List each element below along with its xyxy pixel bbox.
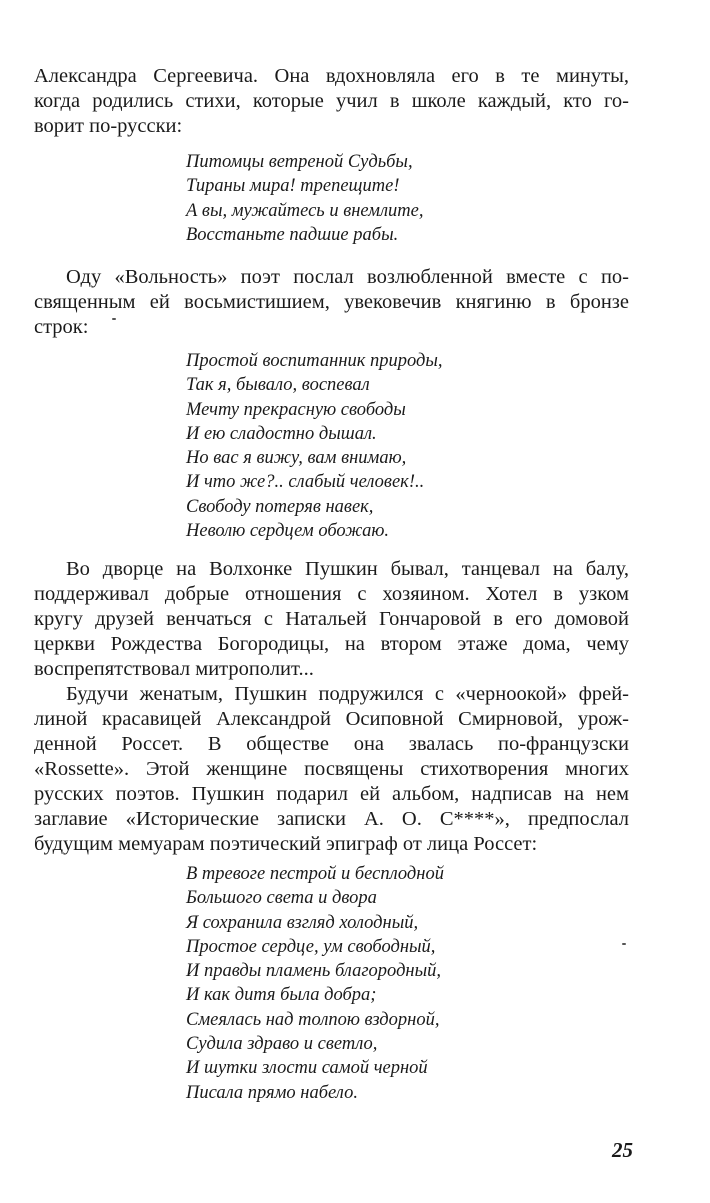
poem-line: И что же?.. слабый человек!.. xyxy=(186,472,425,493)
paragraph-line: ворит по-русски: xyxy=(34,115,183,137)
paragraph-line: когда родились стихи, которые учил в школе каждый, кто го- xyxy=(34,90,629,112)
poem-3 xyxy=(186,862,444,1105)
poem-line: Восстаньте падшие рабы. xyxy=(186,224,399,245)
paragraph-line: Будучи женатым, Пушкин подружился с «черноокой» фрей- xyxy=(66,683,629,705)
paragraph-2 xyxy=(34,265,629,340)
poem-line: Мечту прекрасную свободы xyxy=(186,399,406,420)
paragraph-line: «Rossette». Этой женщине посвящены стихотворения многих xyxy=(34,758,629,780)
poem-line: Я сохранила взгляд холодный, xyxy=(186,912,419,933)
poem-line: Но вас я вижу, вам внимаю, xyxy=(186,448,407,469)
paragraph-line: Оду «Вольность» поэт послал возлюбленной вместе с по- xyxy=(66,266,629,288)
paragraph-line: линой красавицей Александрой Осиповной Смирновой, урож- xyxy=(34,708,629,730)
poem-line: Питомцы ветреной Судьбы, xyxy=(186,152,413,172)
paragraph-line: заглавие «Исторические записки А. О. С****», предпослал xyxy=(34,808,629,830)
poem-line: И как дитя была добра; xyxy=(186,985,377,1006)
paragraph-line: будущим мемуарам поэтический эпиграф от лица Россет: xyxy=(34,833,538,855)
paragraph-line: церкви Рождества Богородицы, на втором этаже дома, чему xyxy=(34,633,629,655)
page-number: 25 xyxy=(612,1138,633,1162)
poem-line: Тираны мира! трепещите! xyxy=(186,176,400,197)
paragraph-line: русских поэтов. Пушкин подарил ей альбом, надписав на нем xyxy=(34,783,629,805)
poem-2 xyxy=(186,349,443,543)
paragraph-4 xyxy=(34,682,629,857)
poem-line: Судила здраво и светло, xyxy=(186,1034,378,1055)
paragraph-line: кругу друзей венчаться с Натальей Гончаровой в его домовой xyxy=(34,608,629,630)
poem-line: Смеялась над толпою вздорной, xyxy=(186,1009,440,1030)
paragraph-line: Во дворце на Волхонке Пушкин бывал, танцевал на балу, xyxy=(66,558,629,580)
poem-line: Большого света и двора xyxy=(186,888,377,909)
poem-line: В тревоге пестрой и бесплодной xyxy=(186,864,444,884)
paragraph-3 xyxy=(34,557,629,682)
poem-line: Свободу потеряв навек, xyxy=(186,496,374,517)
poem-line: Простой воспитанник природы, xyxy=(186,351,443,371)
paragraph-line: Александра Сергеевича. Она вдохновляла его в те минуты, xyxy=(34,65,629,87)
scan-speck xyxy=(622,943,626,945)
paragraph-line: денной Россет. В обществе она звалась по-французски xyxy=(34,733,629,755)
poem-line: Так я, бывало, воспевал xyxy=(186,375,370,396)
poem-line: И правды пламень благородный, xyxy=(186,961,442,982)
poem-line: И ею сладостно дышал. xyxy=(186,423,377,444)
paragraph-line: воспрепятствовал митрополит... xyxy=(34,658,314,680)
paragraph-line: поддерживал добрые отношения с хозяином. Хотел в узком xyxy=(34,583,629,605)
paragraph-1 xyxy=(34,64,629,139)
poem-line: И шутки злости самой черной xyxy=(186,1058,428,1079)
poem-line: Писала прямо набело. xyxy=(186,1082,358,1103)
poem-line: А вы, мужайтесь и внемлите, xyxy=(186,200,424,221)
poem-line: Неволю сердцем обожаю. xyxy=(186,521,390,542)
scan-speck xyxy=(112,318,116,320)
paragraph-line: священным ей восьмистишием, увековечив княгиню в бронзе xyxy=(34,291,629,313)
poem-line: Простое сердце, ум свободный, xyxy=(186,936,436,957)
poem-1 xyxy=(186,150,424,247)
paragraph-line: строк: xyxy=(34,316,89,338)
